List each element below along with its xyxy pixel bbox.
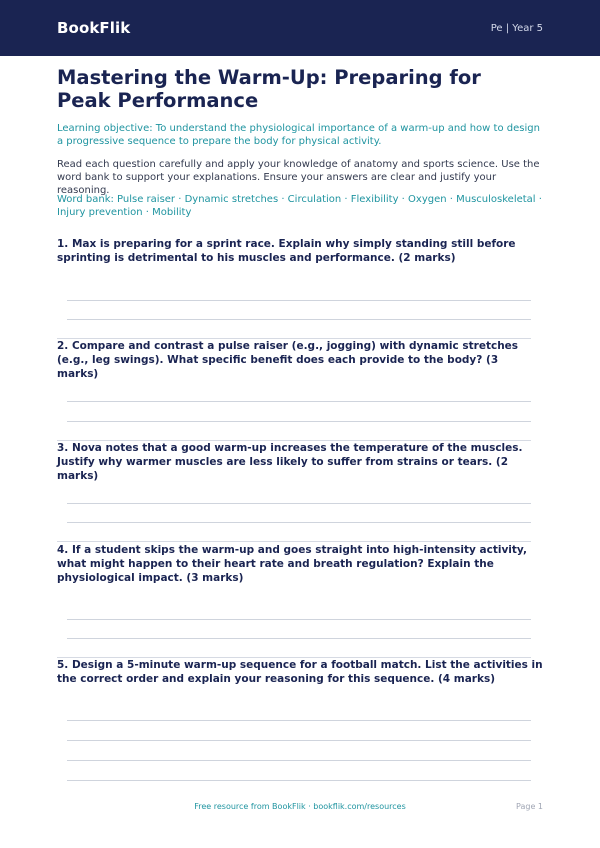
answer-line[interactable] xyxy=(67,503,531,504)
question-4: 4. If a student skips the warm-up and goes straight into high-intensity activity, what might happen to their heart rate and breath regulation? Explain the physiological impact. (3 marks) xyxy=(57,544,527,584)
question-divider xyxy=(57,541,531,542)
question-3: 3. Nova notes that a good warm-up increases the temperature of the muscles. Justify why warmer muscles are less likely to suffer from strains or tears. (2 marks) xyxy=(57,442,523,482)
answer-line[interactable] xyxy=(67,619,531,620)
answer-line[interactable] xyxy=(67,401,531,402)
answer-line[interactable] xyxy=(67,638,531,639)
answer-line[interactable] xyxy=(67,319,531,320)
answer-line[interactable] xyxy=(67,421,531,422)
answer-line[interactable] xyxy=(67,720,531,721)
word-bank: Word bank: Pulse raiser · Dynamic stretches · Circulation · Flexibility · Oxygen · Musculoskeletal · Injury prevention · Mobility xyxy=(57,194,542,218)
worksheet-title: Mastering the Warm-Up: Preparing for Peak Performance xyxy=(57,66,481,112)
header-bar xyxy=(0,0,600,56)
brand-logo: BookFlik xyxy=(57,19,131,37)
question-2: 2. Compare and contrast a pulse raiser (e.g., jogging) with dynamic stretches (e.g., leg swings). What specific benefit does each provide to the body? (3 marks) xyxy=(57,340,519,380)
answer-line[interactable] xyxy=(67,740,531,741)
subject-year-label: Pe | Year 5 xyxy=(490,22,543,34)
answer-line[interactable] xyxy=(67,522,531,523)
question-1: 1. Max is preparing for a sprint race. Explain why simply standing still before sprinting is detrimental to his muscles and performance. (2 marks) xyxy=(57,238,516,264)
answer-line[interactable] xyxy=(67,760,531,761)
answer-line[interactable] xyxy=(67,780,531,781)
answer-line[interactable] xyxy=(67,300,531,301)
question-5: 5. Design a 5-minute warm-up sequence for a football match. List the activities in the correct order and explain your reasoning for this sequence. (4 marks) xyxy=(57,659,543,685)
learning-objective: Learning objective: To understand the physiological importance of a warm-up and how to design a progressive sequence to prepare the body for physical activity. xyxy=(57,123,540,147)
instructions: Read each question carefully and apply your knowledge of anatomy and sports science. Use the word bank to support your explanations. Ensure your answers are clear and justify your reasoning. xyxy=(57,159,540,196)
page-number: Page 1 xyxy=(516,802,543,811)
footer-resource-link[interactable]: Free resource from BookFlik · bookflik.com/resources xyxy=(194,802,406,811)
